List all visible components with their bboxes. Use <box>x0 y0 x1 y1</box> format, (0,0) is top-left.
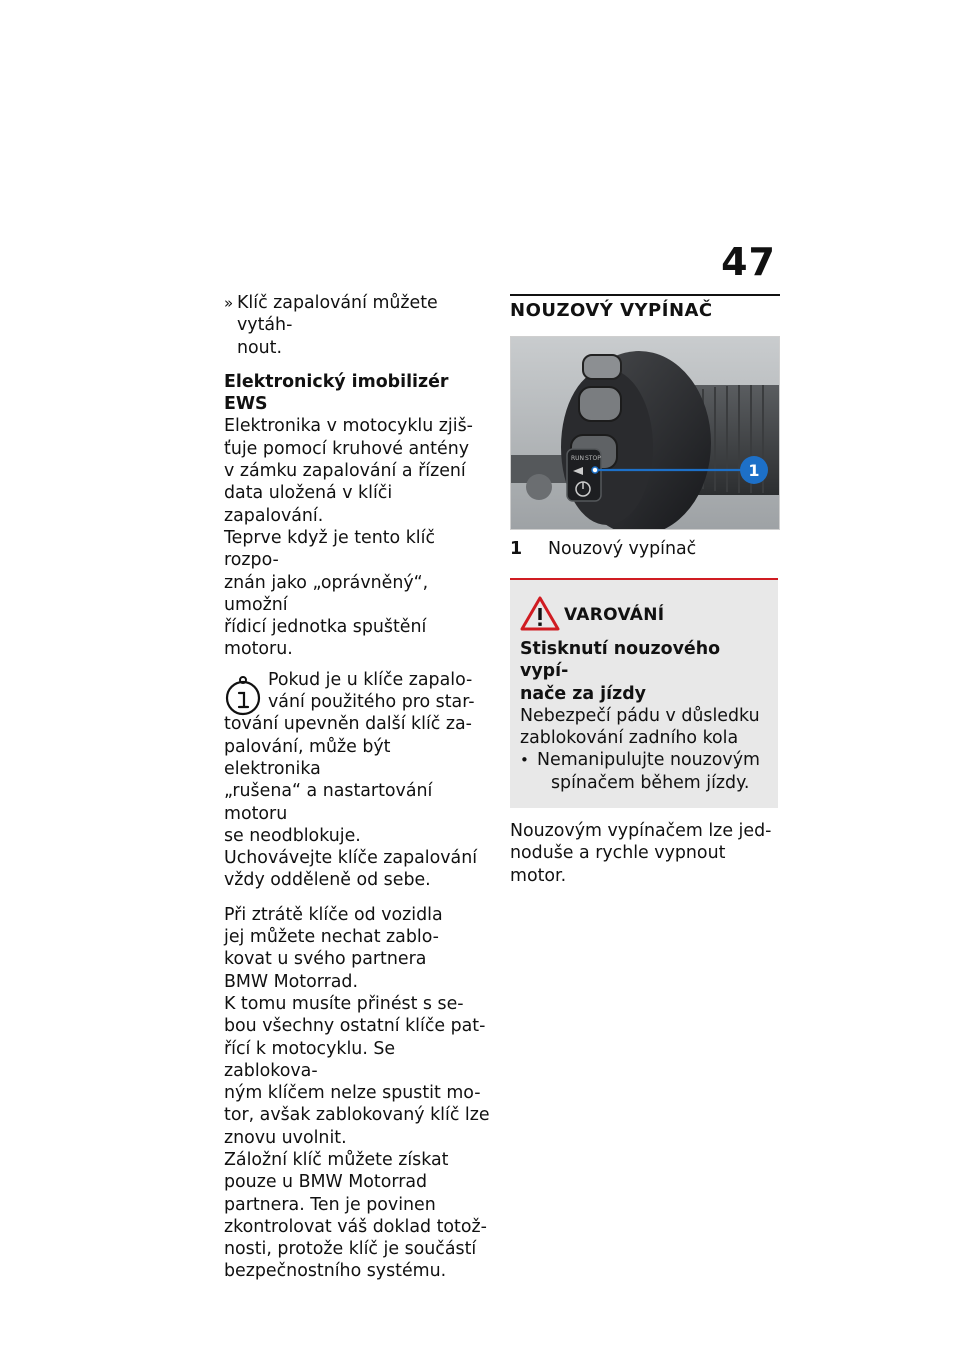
text-line: Záložní klíč můžete získat <box>224 1149 449 1170</box>
text-line: palování, může být elektronika <box>224 736 391 779</box>
text-line: pouze u BMW Motorrad <box>224 1172 428 1193</box>
text-line: Pokud je u klíče zapalo- <box>268 669 473 690</box>
text-line: se neodblokuje. <box>224 825 361 846</box>
warning-bullet <box>520 749 768 794</box>
chevron-marker: » <box>224 294 234 312</box>
text-line: nosti, protože klíč je součástí <box>224 1239 477 1260</box>
text-line: K tomu musíte přinést s se- <box>224 993 464 1014</box>
switch-label-run: RUN <box>571 455 585 462</box>
text-line: partnera. Ten je povinen <box>224 1194 436 1215</box>
info-icon <box>224 673 262 717</box>
text-line: Uchovávejte klíče zapalování <box>224 848 478 869</box>
text-line: Nouzovým vypínačem lze jed- <box>510 821 772 842</box>
kill-switch-paragraph <box>510 820 780 887</box>
info-note <box>224 669 492 892</box>
switch-illustration <box>511 337 779 529</box>
text-line: „rušena“ a nastartování motoru <box>224 781 433 824</box>
handlebar-switch-photo <box>510 336 780 530</box>
text-line: Klíč zapalování můžete vytáh- <box>237 293 438 336</box>
warning-box <box>510 578 778 808</box>
text-line: ťuje pomocí kruhové antény <box>224 438 470 459</box>
text-line: Nemanipulujte nouzovým <box>537 750 760 771</box>
caption-text: Nouzový vypínač <box>548 539 697 559</box>
text-line: tor, avšak zablokovaný klíč lze <box>224 1105 490 1126</box>
warning-header <box>520 598 768 638</box>
text-line: řící k motocyklu. Se zablokova- <box>224 1038 396 1081</box>
key-loss-paragraph <box>224 904 492 1283</box>
section-title: NOUZOVÝ VYPÍNAČ <box>510 294 780 326</box>
text-line: zkontrolovat váš doklad totož- <box>224 1216 487 1237</box>
ews-paragraph <box>224 415 492 660</box>
text-line: znán jako „oprávněný“, umožní <box>224 572 429 615</box>
figure-caption <box>510 538 780 564</box>
text-line: ným klíčem nelze spustit mo- <box>224 1083 481 1104</box>
right-column <box>510 294 780 887</box>
warning-body: zablokování zadního kola <box>520 728 739 749</box>
warning-subtitle: Stisknutí nouzového vypí- <box>520 639 721 682</box>
text-line: kovat u svého partnera <box>224 949 427 970</box>
text-line: bou všechny ostatní klíče pat- <box>224 1016 486 1037</box>
text-line: Elektronika v motocyklu zjiš- <box>224 416 473 437</box>
caption-number: 1 <box>510 539 523 559</box>
text-line: Při ztrátě klíče od vozidla <box>224 904 443 925</box>
text-line: tování upevněn další klíč za- <box>224 714 472 735</box>
text-line: Teprve když je tento klíč rozpo- <box>224 527 436 571</box>
text-line: vždy odděleně od sebe. <box>224 870 431 891</box>
text-line: BMW Motorrad. <box>224 971 358 992</box>
text-line: spínačem během jízdy. <box>551 772 750 793</box>
text-line: noduše a rychle vypnout motor. <box>510 843 726 886</box>
left-column <box>224 292 492 1283</box>
ews-heading: Elektronický imobilizér EWS <box>224 371 449 415</box>
text-line: nout. <box>237 337 283 358</box>
warning-subtitle: nače za jízdy <box>520 683 647 704</box>
text-line: bezpečnostního systému. <box>224 1261 447 1282</box>
text-line: v zámku zapalování a řízení <box>224 461 466 482</box>
switch-label-stop: STOP <box>585 455 601 462</box>
warning-body: Nebezpečí pádu v důsledku <box>520 705 760 726</box>
text-line: znovu uvolnit. <box>224 1127 347 1148</box>
text-line: jej můžete nechat zablo- <box>224 927 439 948</box>
text-line: řídicí jednotka spuštění motoru. <box>224 617 427 660</box>
text-line: data uložená v klíči zapalování. <box>224 483 393 526</box>
callout-number: 1 <box>748 461 760 480</box>
warning-label: VAROVÁNÍ <box>564 605 665 625</box>
warning-triangle-icon <box>520 596 560 632</box>
text-line: vání použitého pro star- <box>268 692 475 713</box>
bullet-marker: • <box>520 751 529 770</box>
page-number: 47 <box>721 240 776 284</box>
intro-paragraph <box>224 292 492 359</box>
